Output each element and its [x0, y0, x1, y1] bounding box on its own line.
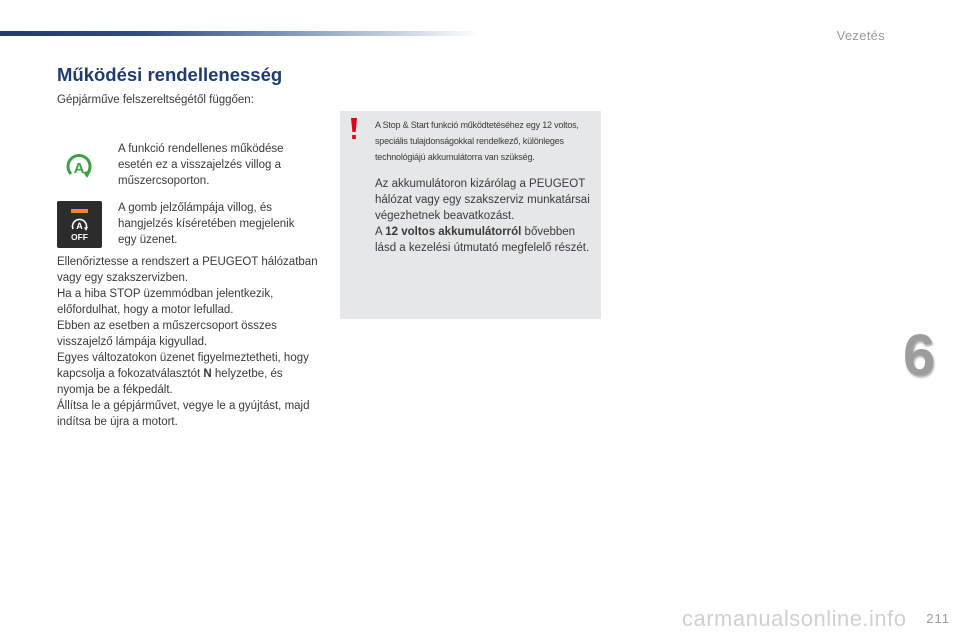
warning-text — [375, 176, 597, 256]
warning-text-2-pre: A — [375, 226, 386, 238]
body-line-4-bold: N — [203, 368, 212, 380]
svg-text:A: A — [76, 221, 83, 231]
chapter-number: 6 — [903, 323, 936, 388]
warning-note: A Stop & Start funkció működtetéséhez egy 12 voltos, speciális tulajdonságokkal rendelkező, különleges technológiájú akkumulátorra van szükség. — [375, 120, 579, 162]
body-line-4-post: helyzetbe, és nyomja be a fékpedált. — [57, 368, 283, 396]
page-heading: Működési rendellenesség — [57, 64, 283, 85]
off-button-label: OFF — [71, 232, 88, 242]
stop-start-off-button-icon — [57, 201, 102, 248]
section-title: Vezetés — [836, 28, 885, 43]
body-line-3: Ebben az esetben a műszercsoport összes visszajelző lámpája kigyullad. — [57, 320, 277, 348]
header-accent-bar — [0, 31, 480, 36]
body-line-4 — [57, 350, 319, 398]
body-line-2: Ha a hiba STOP üzemmódban jelentkezik, előfordulhat, hogy a motor lefullad. — [57, 288, 274, 316]
watermark: carmanualsonline.info — [682, 606, 907, 631]
warning-text-1: Az akkumulátoron kizárólag a PEUGEOT hálózat vagy egy szakszerviz munkatársai végezhetnek beavatkozást. — [375, 178, 590, 222]
body-line-4-pre: Egyes változatokon üzenet figyelmeztetheti, hogy kapcsolja a fokozatválasztót — [57, 352, 309, 380]
body-line-1: Ellenőriztesse a rendszert a PEUGEOT hálózatban vagy egy szakszervizben. — [57, 256, 318, 284]
page-subheading: Gépjárműve felszereltségétől függően: — [57, 94, 254, 106]
warning-text-2 — [375, 224, 597, 256]
item1-description: A funkció rendellenes működése esetén ez a visszajelzés villog a műszercsoporton. — [118, 143, 284, 187]
warning-text-2-bold: 12 voltos akkumulátorról — [385, 226, 522, 238]
body-text — [57, 254, 319, 430]
page-number: 211 — [926, 611, 950, 626]
svg-text:A: A — [73, 160, 85, 177]
body-line-5: Állítsa le a gépjárművet, vegye le a gyújtást, majd indítsa be újra a motort. — [57, 400, 310, 428]
stop-start-a-icon — [64, 152, 94, 180]
exclamation-icon — [349, 117, 359, 141]
item2-description: A gomb jelzőlámpája villog, és hangjelzés kíséretében megjelenik egy üzenet. — [118, 202, 295, 246]
warning-text-2-post: bővebben lásd a kezelési útmutató megfelelő részét. — [375, 226, 590, 254]
